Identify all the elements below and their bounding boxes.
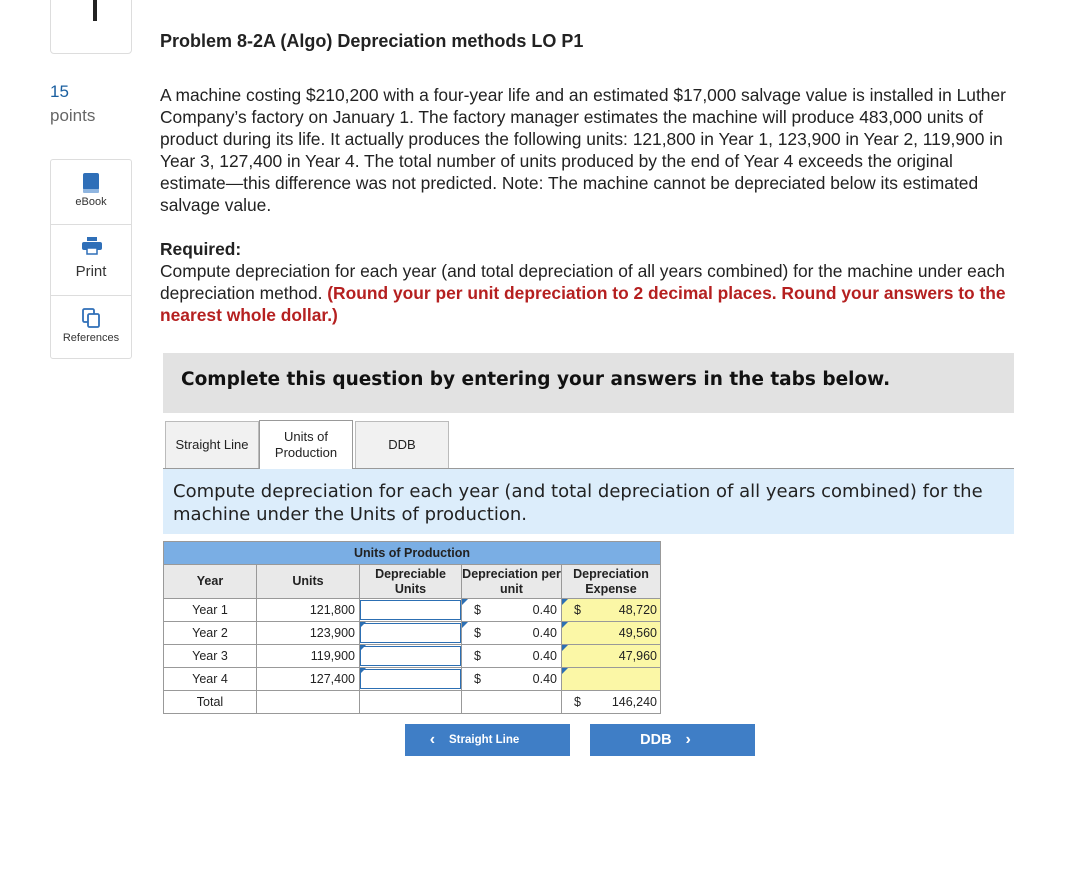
table-caption: Units of Production — [164, 542, 661, 565]
units-of-production-table — [163, 541, 661, 714]
year-cell: Year 1 — [164, 599, 257, 622]
table-row — [164, 668, 661, 691]
per-unit-value[interactable]: 0.40 — [532, 672, 557, 686]
ebook-button[interactable] — [51, 160, 131, 225]
print-label: Print — [75, 263, 107, 280]
table-row — [164, 599, 661, 622]
expense-cell[interactable] — [562, 622, 661, 645]
header-depreciation-per-unit: Depreciation per unit — [462, 565, 562, 599]
units-cell: 127,400 — [257, 668, 360, 691]
print-button[interactable] — [51, 225, 131, 296]
chevron-right-icon: › — [685, 731, 691, 748]
points-value: 15 — [50, 82, 69, 101]
expense-value: 48,720 — [618, 603, 657, 617]
tab-units-of-production[interactable]: Units of Production — [259, 420, 353, 469]
currency-symbol: $ — [474, 649, 481, 663]
year-cell: Year 3 — [164, 645, 257, 668]
question-banner-text: Complete this question by entering your answers in the tabs below. — [181, 369, 891, 390]
per-unit-value[interactable]: 0.40 — [532, 626, 557, 640]
per-unit-cell — [462, 622, 562, 645]
tools-panel — [50, 159, 132, 359]
total-expense-cell — [562, 691, 661, 714]
required-text — [160, 260, 1020, 326]
references-button[interactable] — [51, 296, 131, 358]
currency-symbol: $ — [474, 626, 481, 640]
previous-tab-label: Straight Line — [449, 734, 520, 746]
problem-title: Problem 8-2A (Algo) Depreciation methods LO P1 — [160, 31, 584, 51]
currency-symbol: $ — [474, 603, 481, 617]
expense-cell[interactable] — [562, 645, 661, 668]
ebook-label: eBook — [75, 196, 107, 208]
references-label: References — [62, 332, 120, 344]
units-cell: 123,900 — [257, 622, 360, 645]
table-row — [164, 622, 661, 645]
depreciable-units-input[interactable] — [360, 600, 461, 620]
expense-value: 47,960 — [618, 649, 657, 663]
year-cell: Year 4 — [164, 668, 257, 691]
tab-ddb[interactable]: DDB — [355, 421, 449, 468]
header-units: Units — [257, 565, 360, 599]
currency-symbol: $ — [474, 672, 481, 686]
rounding-note: (Round your per unit depreciation to 2 decimal places. Round your answers to the nearest whole dollar.) — [160, 283, 1006, 325]
depreciable-units-cell — [360, 645, 462, 668]
tab-instruction-text: Compute depreciation for each year (and total depreciation of all years combined) for the machine under the Units of production. — [173, 481, 983, 525]
total-row — [164, 691, 661, 714]
depreciable-units-cell — [360, 668, 462, 691]
units-cell: 121,800 — [257, 599, 360, 622]
total-expense-value: 146,240 — [611, 695, 657, 709]
currency-symbol: $ — [574, 603, 581, 617]
book-icon — [82, 172, 100, 199]
per-unit-value[interactable]: 0.40 — [532, 649, 557, 663]
expense-cell[interactable] — [562, 668, 661, 691]
next-tab-label: DDB — [640, 732, 672, 748]
previous-tab-button[interactable] — [405, 724, 570, 756]
copy-icon — [82, 308, 100, 333]
tab-straight-line[interactable]: Straight Line — [165, 421, 259, 468]
per-unit-value[interactable]: 0.40 — [532, 603, 557, 617]
units-cell: 119,900 — [257, 645, 360, 668]
question-banner — [163, 353, 1014, 413]
next-tab-button[interactable] — [590, 724, 755, 756]
depreciable-units-cell — [360, 599, 462, 622]
tab-instruction — [163, 469, 1014, 534]
depreciable-units-input[interactable] — [360, 646, 461, 666]
header-depreciation-expense: Depreciation Expense — [562, 565, 661, 599]
per-unit-cell — [462, 668, 562, 691]
chevron-left-icon: ‹ — [429, 731, 436, 748]
per-unit-cell — [462, 599, 562, 622]
required-instruction: Compute depreciation for each year (and total depreciation of all years combined) for the machine under each depreciation method. — [160, 261, 1005, 303]
year-cell: Year 2 — [164, 622, 257, 645]
tab-bar — [163, 420, 1014, 469]
required-heading: Required: — [160, 239, 242, 259]
per-unit-cell — [462, 645, 562, 668]
question-number-box — [50, 0, 132, 54]
expense-cell[interactable] — [562, 599, 661, 622]
expense-value: 49,560 — [618, 626, 657, 640]
problem-description: A machine costing $210,200 with a four-year life and an estimated $17,000 salvage value is installed in Luther Company’s factory on January 1. The factory manager estimates the machine will produce 483,000 units of product during its life. It actually produces the following units: 121,800 in Year 1, 123,900 in Year 2, 119,900 in Year 3, 127,400 in Year 4. The total number of units produced by the end of Year 4 exceeds the original estimate—this difference was not predicted. Note: The machine cannot be depreciated below its estimated salvage value. — [160, 85, 1006, 215]
currency-symbol: $ — [574, 695, 581, 709]
total-depreciable-units-cell[interactable] — [360, 691, 462, 714]
depreciable-units-input[interactable] — [360, 669, 461, 689]
depreciable-units-input[interactable] — [360, 623, 461, 643]
total-label: Total — [164, 691, 257, 714]
table-row — [164, 645, 661, 668]
depreciable-units-cell — [360, 622, 462, 645]
points-label: points — [50, 106, 96, 125]
header-year: Year — [164, 565, 257, 599]
printer-icon — [82, 237, 102, 260]
header-depreciable-units: Depreciable Units — [360, 565, 462, 599]
